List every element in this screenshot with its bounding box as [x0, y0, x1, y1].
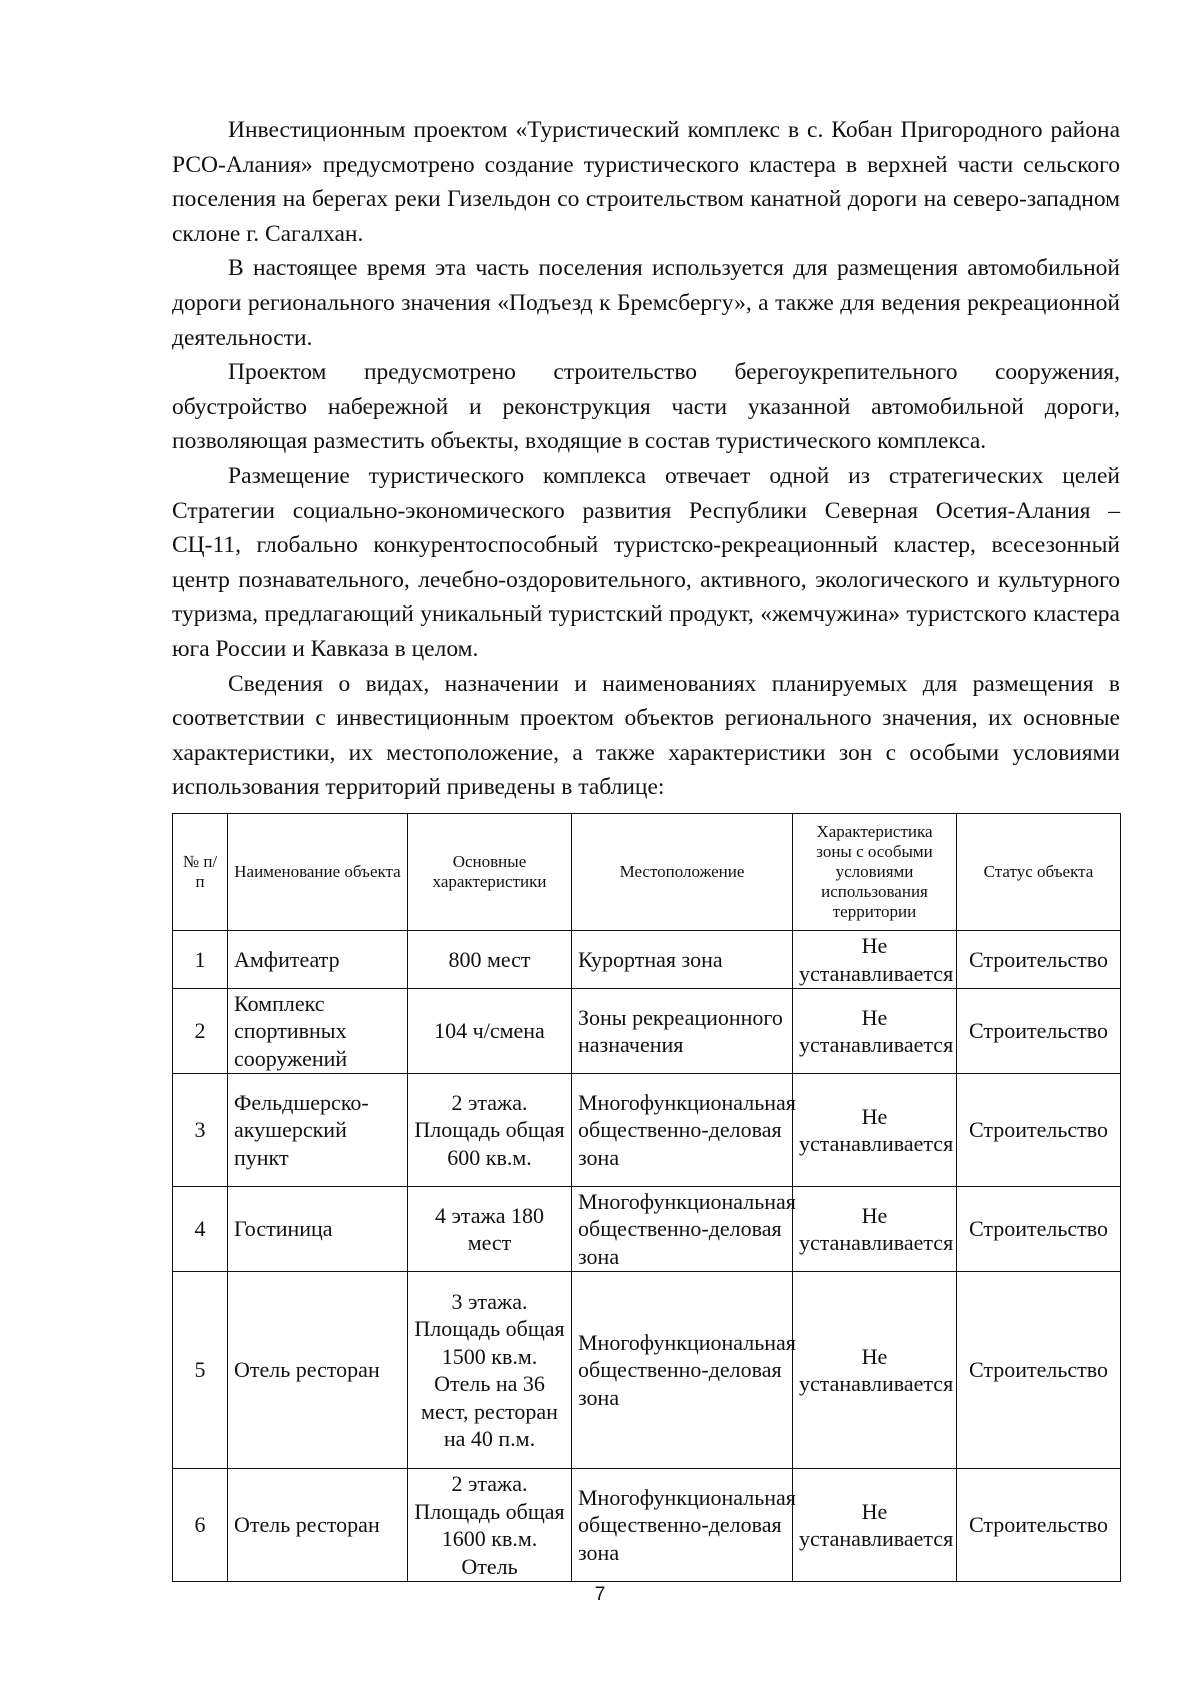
row-zone: Не устанавливается: [793, 989, 957, 1074]
row-location: Многофункциональная общественно-деловая зона: [572, 1074, 793, 1187]
paragraph-3: Проектом предусмотрено строительство берегоукрепительного сооружения, обустройство набережной и реконструкция части указанной автомобильной дороги, позволяющая разместить объекты, входящие в состав туристического комплекса.: [172, 359, 1120, 455]
row-characteristics: 4 этажа 180 мест: [408, 1187, 572, 1272]
row-location: Многофункциональная общественно-деловая зона: [572, 1272, 793, 1469]
row-zone: Не устанавливается: [793, 1469, 957, 1582]
row-zone: Не устанавливается: [793, 931, 957, 989]
table-row: [173, 931, 1121, 989]
document-body: [172, 113, 1120, 805]
table-row: [173, 1469, 1121, 1582]
row-location: Многофункциональная общественно-деловая зона: [572, 1469, 793, 1582]
row-zone: Не устанавливается: [793, 1187, 957, 1272]
row-status: Строительство: [957, 989, 1121, 1074]
row-characteristics: 104 ч/смена: [408, 989, 572, 1074]
table-row: [173, 1272, 1121, 1469]
header-num: № п/п: [173, 814, 228, 931]
paragraph-1: Инвестиционным проектом «Туристический комплекс в с. Кобан Пригородного района РСО-Алания» предусмотрено создание туристического кластера в верхней части сельского поселения на берегах реки Гизельдон со строительством канатной дороги на северо-западном склоне г. Сагалхан.: [172, 117, 1120, 247]
header-name: Наименование объекта: [228, 814, 408, 931]
row-status: Строительство: [957, 1074, 1121, 1187]
row-num: 2: [173, 989, 228, 1074]
row-status: Строительство: [957, 931, 1121, 989]
row-zone: Не устанавливается: [793, 1074, 957, 1187]
paragraph-4: Размещение туристического комплекса отвечает одной из стратегических целей Стратегии социально-экономического развития Республики Северная Осетия-Алания – СЦ-11, глобально конкурентоспособный туристско-рекреационный кластер, всесезонный центр познавательного, лечебно-оздоровительного, активного, экологического и культурного туризма, предлагающий уникальный туристский продукт, «жемчужина» туристского кластера юга России и Кавказа в целом.: [172, 462, 1120, 662]
paragraph-5: Сведения о видах, назначении и наименованиях планируемых для размещения в соответствии с инвестиционным проектом объектов регионального значения, их основные характеристики, их местоположение, а также характеристики зон с особыми условиями использования территорий приведены в таблице:: [172, 670, 1120, 801]
row-num: 4: [173, 1187, 228, 1272]
table-header-row: [173, 814, 1121, 931]
row-status: Строительство: [957, 1272, 1121, 1469]
objects-table: [172, 813, 1121, 1582]
page-number: 7: [594, 1584, 606, 1605]
header-location: Местоположение: [572, 814, 793, 931]
row-name: Амфитеатр: [228, 931, 408, 989]
header-zone: Характеристика зоны с особыми условиями использования территории: [793, 814, 957, 931]
row-characteristics: 2 этажа. Площадь общая 600 кв.м.: [408, 1074, 572, 1187]
table-row: [173, 989, 1121, 1074]
table-row: [173, 1187, 1121, 1272]
row-location: Зоны рекреационного назначения: [572, 989, 793, 1074]
row-name: Фельдшерско-акушерский пункт: [228, 1074, 408, 1187]
header-characteristics: Основные характеристики: [408, 814, 572, 931]
row-name: Комплекс спортивных сооружений: [228, 989, 408, 1074]
row-name: Отель ресторан: [228, 1272, 408, 1469]
row-num: 5: [173, 1272, 228, 1469]
row-num: 6: [173, 1469, 228, 1582]
row-characteristics: 2 этажа. Площадь общая 1600 кв.м. Отель: [408, 1469, 572, 1582]
paragraph-2: В настоящее время эта часть поселения используется для размещения автомобильной дороги регионального значения «Подъезд к Бремсбергу», а также для ведения рекреационной деятельности.: [172, 255, 1120, 351]
table-row: [173, 1074, 1121, 1187]
row-zone: Не устанавливается: [793, 1272, 957, 1469]
row-num: 3: [173, 1074, 228, 1187]
row-name: Гостиница: [228, 1187, 408, 1272]
row-status: Строительство: [957, 1187, 1121, 1272]
row-location: Многофункциональная общественно-деловая зона: [572, 1187, 793, 1272]
row-status: Строительство: [957, 1469, 1121, 1582]
row-name: Отель ресторан: [228, 1469, 408, 1582]
row-num: 1: [173, 931, 228, 989]
row-location: Курортная зона: [572, 931, 793, 989]
header-status: Статус объекта: [957, 814, 1121, 931]
row-characteristics: 800 мест: [408, 931, 572, 989]
row-characteristics: 3 этажа. Площадь общая 1500 кв.м. Отель на 36 мест, ресторан на 40 п.м.: [408, 1272, 572, 1469]
